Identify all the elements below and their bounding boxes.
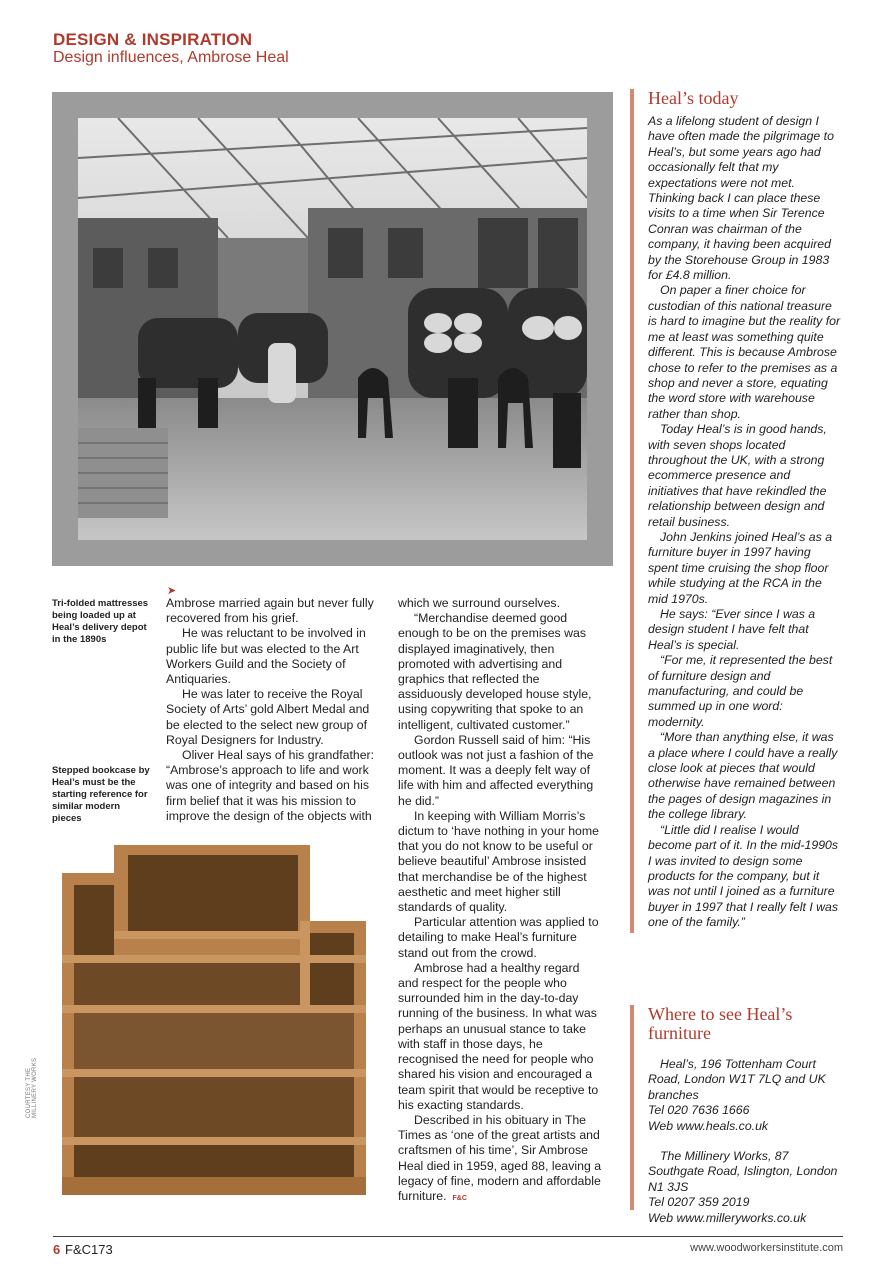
paragraph: which we surround ourselves. [398,596,560,610]
sidebar-title: Where to see Heal’s furniture [648,1004,793,1043]
stepped-bookcase-image [62,845,366,1195]
paragraph: On paper a finer choice for custodian of this national treasure is hard to imagine but the reality for me at least was something quite different. This is because Ambrose chose to refer to the premises as a shop and never a store, equating the word store with warehouse rather than shop. [648,283,841,421]
paragraph: In keeping with William Morris’s dictum to ‘have nothing in your home that you do not know to be useful or believe beautiful’ Ambrose insisted that merchandise be of the highest aesthetic and meet higher still standards of quality. [398,808,599,915]
paragraph: He was later to receive the Royal Society of Arts’ gold Albert Medal and be elected to the select new group of Royal Designers for Industry. [166,687,370,747]
paragraph: “More than anything else, it was a place where I could have a really close look at pieces that would otherwise have remained between the pages of design magazines in the college library. [648,730,838,822]
phone-line: Tel 020 7636 1666 [648,1103,750,1118]
delivery-depot-photo [78,118,587,540]
paragraph: Ambrose married again but never fully recovered from his grief. [166,596,374,626]
continuation-arrow-icon: ➤ [167,585,177,597]
paragraph: As a lifelong student of design I have often made the pilgrimage to Heal’s, but some years ago had occasionally felt that my expectations were not met. Thinking back I can place these visits to a time when Sir Terence Conran was chairman of the company, it having been acquired by the Storehouse Group in 1983 for £4.8 million. [648,114,834,283]
sidebar-where-to-see [630,1004,842,1225]
paragraph: John Jenkins joined Heal’s as a furniture buyer in 1997 having spent time cruising the shop floor while studying at the RCA in the mid 1970s. [648,529,833,606]
sidebar-title: Heal’s today [648,88,739,108]
paragraph: Gordon Russell said of him: “His outlook was not just a fashion of the moment. It was a deeply felt way of life with him and affected everything he did.” [398,732,594,808]
paragraph: Ambrose had a healthy regard and respect for the people who surrounded him in the day-to-day running of the business. In what was perhaps an unusual stance to take with staff in those days, he recognised the need for people who shared his vision and encouraged a team spirit that would be receptive to his exacting standards. [398,960,599,1112]
phone-line: Tel 0207 359 2019 [648,1195,750,1210]
paragraph-text: Described in his obituary in The Times as ‘one of the great artists and craftsmen of his time’, Sir Ambrose Heal died in 1959, aged 88, leaving a legacy of fine, modern and affordable furniture. [398,1112,602,1203]
article-column-1 [166,596,385,824]
address-block [648,1057,842,1134]
sidebar-addresses [648,1057,842,1226]
bookcase-photo [62,845,366,1200]
address-line: The Millinery Works, 87 Southgate Road, Islington, London N1 3JS [648,1149,838,1194]
historic-photo [52,92,613,566]
sidebar-heals-today [630,89,842,933]
address-line: Heal’s, 196 Tottenham Court Road, London W1T 7LQ and UK branches [648,1057,826,1102]
address-block [648,1149,842,1226]
paragraph: Today Heal’s is in good hands, with seven shops located throughout the UK, with a strong ecommerce presence and initiatives that have rekindled the relationship between design and retail business. [648,422,827,529]
paragraph: He was reluctant to be involved in public life but was elected to the Art Workers Guild and the Society of Antiquaries. [166,626,366,687]
paragraph: He says: “Ever since I was a design student I have felt that Heal’s is special. [648,607,816,652]
paragraph: “For me, it represented the best of furniture design and manufacturing, and could be summed up in one word: modernity. [648,653,833,729]
paragraph [398,1113,603,1206]
photo-credit: COURTESY THE MILLINERY WORKS [26,1057,38,1118]
sidebar-body [648,114,842,931]
footer-divider [53,1236,843,1237]
web-link[interactable]: Web www.milleryworks.co.uk [648,1210,807,1225]
end-mark: F&C [452,1194,467,1202]
web-link[interactable]: Web www.heals.co.uk [648,1118,769,1133]
article-column-2 [398,596,603,1206]
page-number: 6 [53,1242,61,1257]
paragraph: Oliver Heal says of his grandfather: “Ambrose’s approach to life and work was one of integrity and based on his firm belief that it was his mission to improve the design of the objects with [166,748,375,823]
paragraph: “Little did I realise I would become part of it. In the mid-1990s I was invited to design some products for the company, but it was not until I joined as a furniture buyer in 1997 that I really felt I was one of the family.” [648,822,839,930]
bookcase-caption: Stepped bookcase by Heal’s must be the starting reference for similar modern pieces [52,765,150,824]
photo-caption: Tri-folded mattresses being loaded up at Heal’s delivery depot in the 1890s [52,598,149,645]
section-heading: DESIGN & INSPIRATION [53,30,253,49]
paragraph: Particular attention was applied to detailing to make Heal’s furniture stand out from the crowd. [398,915,599,960]
paragraph: “Merchandise deemed good enough to be on the premises was displayed imaginatively, then promoted with advertising and graphics that reflected the assiduously developed house style, using copywriting that spoke to an intelligent, cultivated customer.” [398,611,592,732]
magazine-issue: F&C173 [65,1242,113,1257]
footer-url[interactable]: www.woodworkersinstitute.com [690,1242,843,1254]
article-subtitle: Design influences, Ambrose Heal [53,49,289,66]
